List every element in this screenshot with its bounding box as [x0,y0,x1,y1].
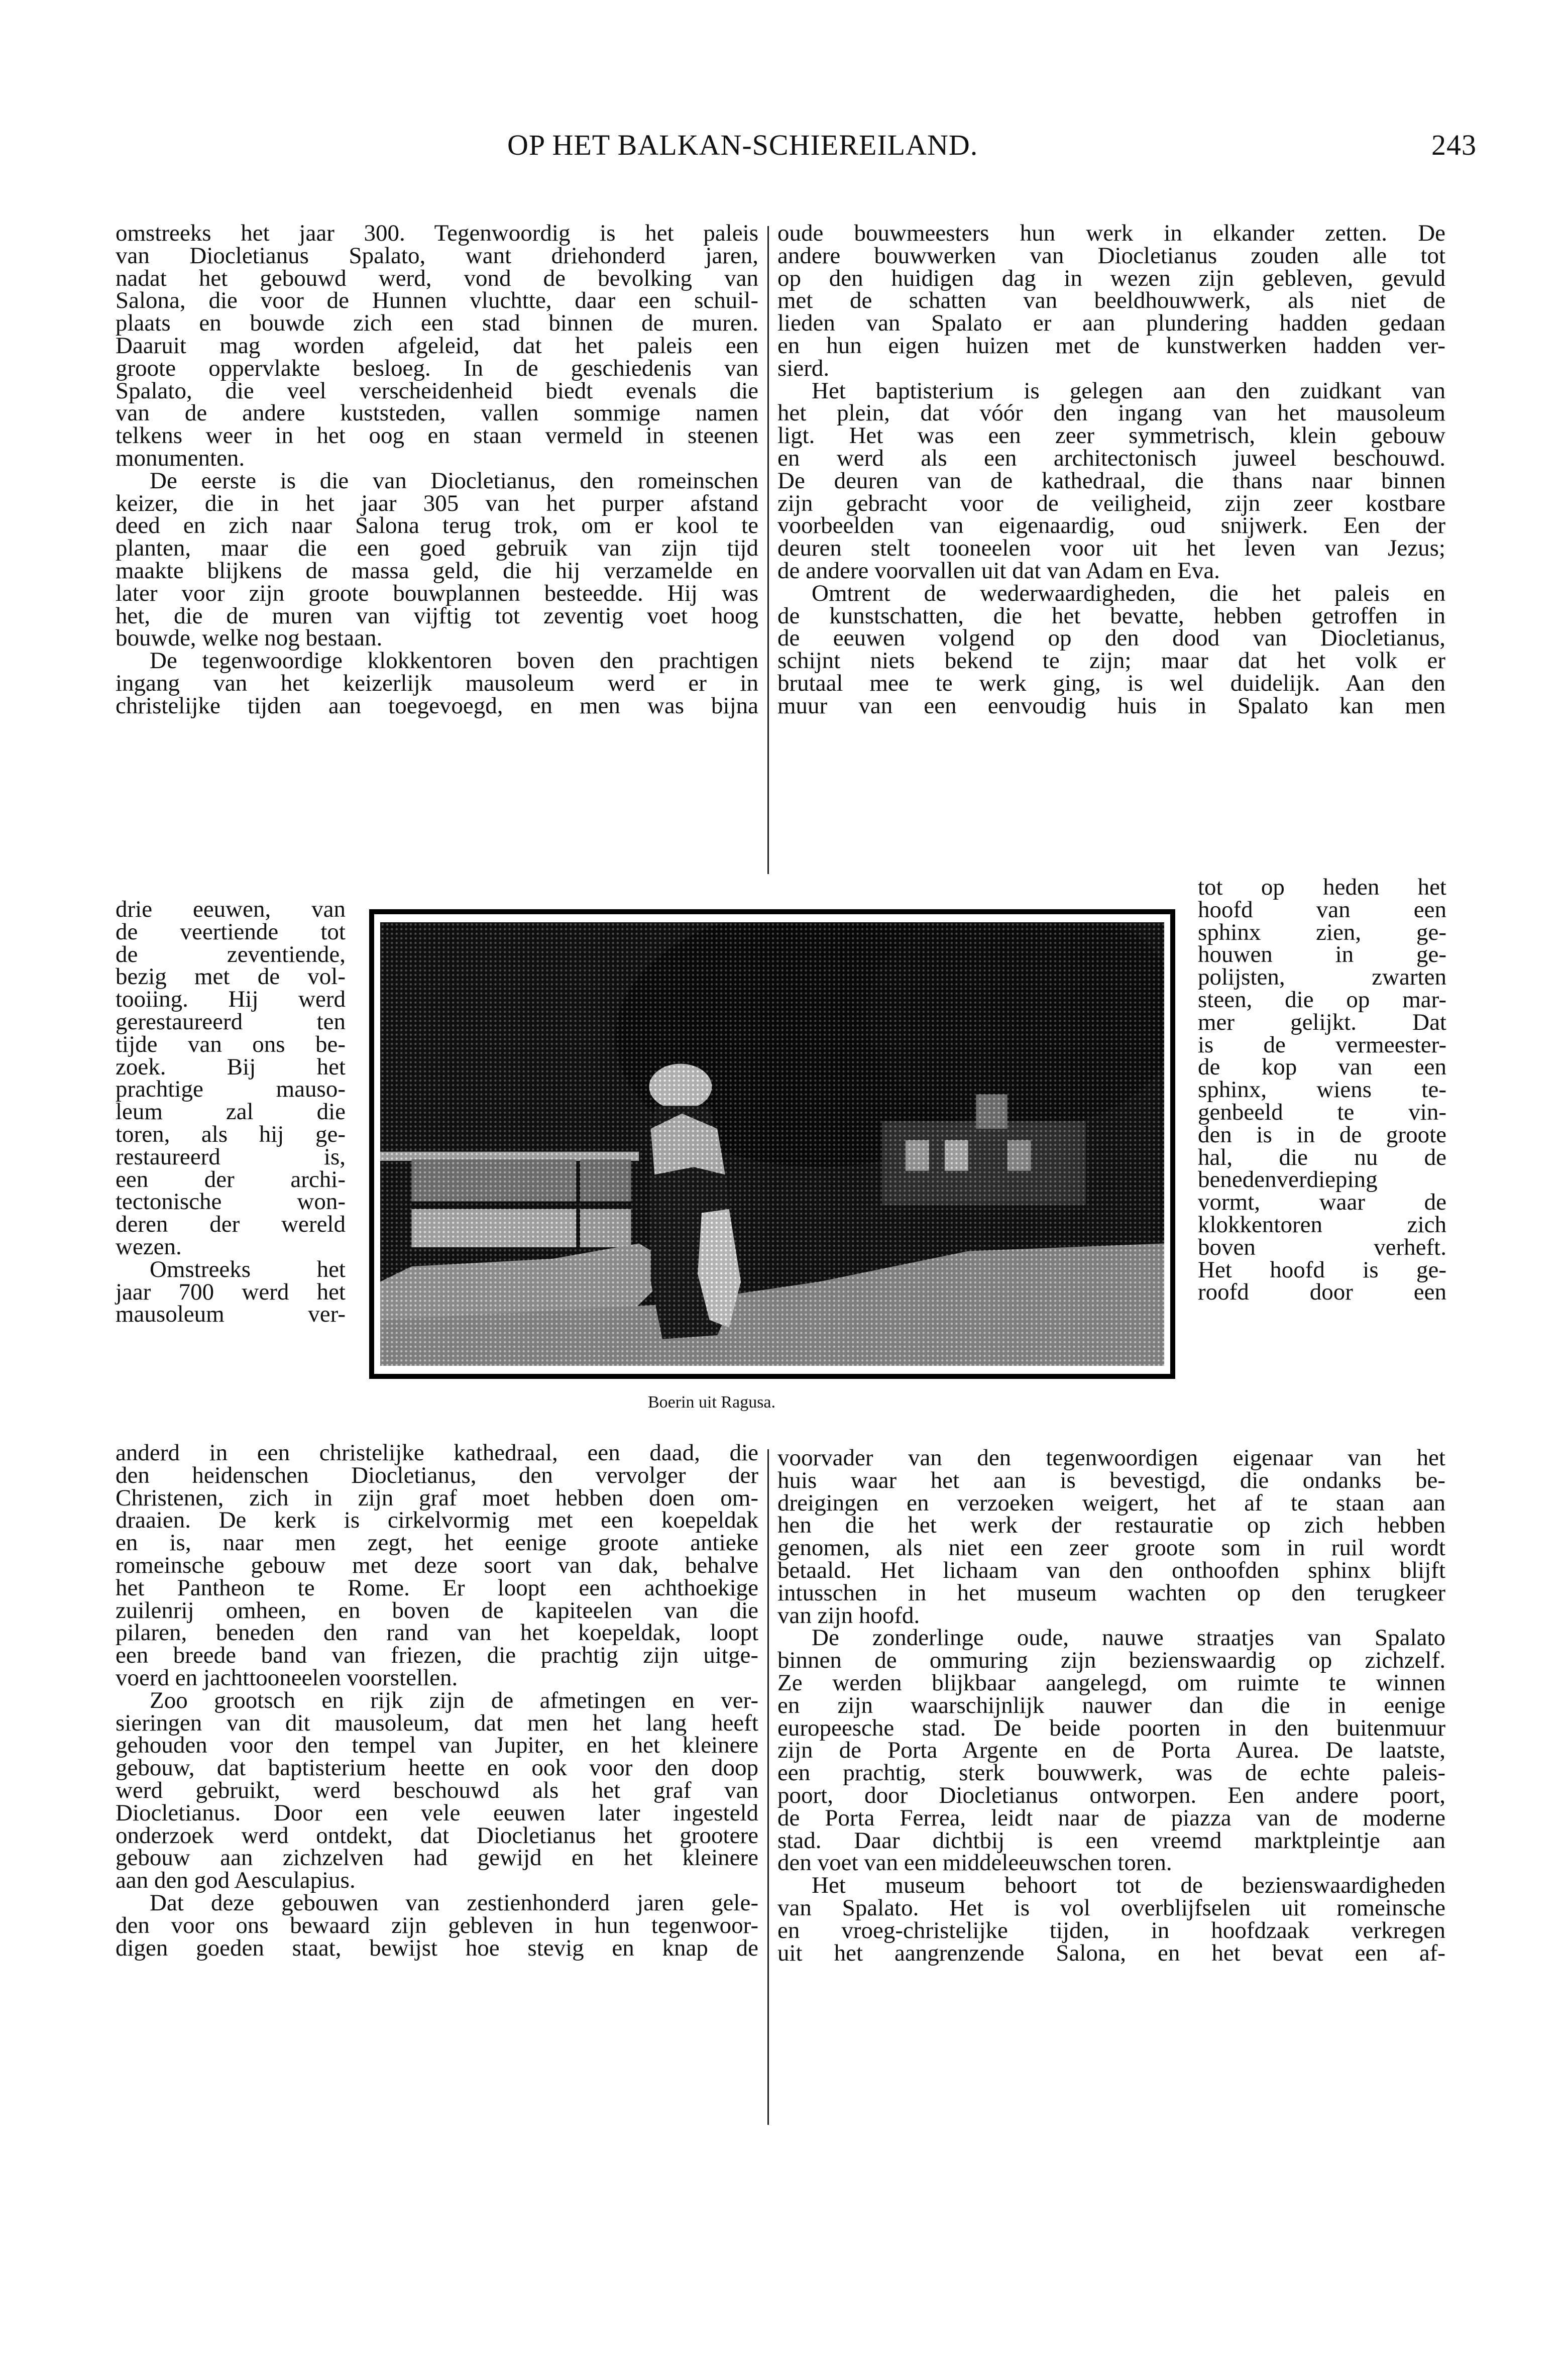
text-line: sierd. [777,355,830,381]
text-line: hoofd van een [1198,896,1446,923]
text-line: telkens weer in het oog en staan vermeld in steenen [116,422,758,449]
text-line: restaureerd is, [116,1143,346,1170]
text-line: schijnt niets bekend te zijn; maar dat het volk er [777,648,1445,674]
text-line: bouwde, welke nog bestaan. [116,625,383,652]
column-divider-bottom [767,1449,769,2125]
text-line: tot op heden het [1198,874,1446,900]
text-line: den voor ons bewaard zijn gebleven in hun tegenwoor- [116,1912,758,1938]
text-line: sieringen van dit mausoleum, dat men het lang heeft [116,1709,758,1736]
text-line: jaar 700 werd het [116,1278,346,1305]
text-line: binnen de ommuring zijn bezienswaardig op zichzelf. [777,1647,1445,1674]
text-line: De zonderlinge oude, nauwe straatjes van Spalato [812,1625,1445,1651]
text-line: draaien. De kerk is cirkelvormig met een koepeldak [116,1507,758,1534]
text-line: Omtrent de wederwaardigheden, die het paleis en [812,580,1445,606]
text-line: uit het aangrenzende Salona, en het bevat een af- [777,1939,1445,1966]
text-line: digen goeden staat, bewijst hoe stevig en knap de [116,1934,758,1961]
text-line: den heidenschen Diocletianus, den vervolger der [116,1462,758,1488]
text-line: zoek. Bij het [116,1053,346,1080]
left-column-wrap-around-figure [116,898,346,1326]
text-line: drie eeuwen, van [116,896,346,922]
text-line: planten, maar die een goed gebruik van zijn tijd [116,535,758,562]
text-line: den is in de groote [1198,1121,1446,1148]
column-divider-top [767,226,769,874]
text-line: boven verheft. [1198,1234,1446,1260]
text-line: huis waar het aan is bevestigd, die ondanks be- [777,1467,1445,1493]
text-line: sphinx, wiens te- [1198,1076,1446,1103]
text-line: en is, naar men zegt, het eenige groote antieke [116,1530,758,1556]
text-line: houwen in ge- [1198,941,1446,968]
text-line: benedenverdieping [1198,1166,1378,1193]
text-line: prachtige mauso- [116,1076,346,1103]
text-line: deuren stelt tooneelen voor uit het leven van Jezus; [777,535,1445,562]
text-line: aan den god Aesculapius. [116,1867,356,1894]
text-line: het plein, dat vóór den ingang van het mausoleum [777,400,1445,426]
text-line: Dat deze gebouwen van zestienhonderd jaren gele- [150,1889,758,1916]
text-line: hal, die nu de [1198,1144,1446,1170]
text-line: Zoo grootsch en rijk zijn de afmetingen en ver- [150,1687,758,1713]
text-line: romeinsche gebouw met deze soort van dak, behalve [116,1552,758,1578]
text-line: Het hoofd is ge- [1198,1256,1446,1283]
text-line: zuilenrij omheen, en boven de kapiteelen van die [116,1597,758,1624]
text-line: De deuren van de kathedraal, die thans naar binnen [777,467,1445,494]
text-line: betaald. Het lichaam van den onthoofden sphinx blijft [777,1557,1445,1583]
text-line: stad. Daar dichtbij is een vreemd marktpleintje aan [777,1827,1445,1854]
text-line: deed en zich naar Salona terug trok, om er kool te [116,512,758,539]
peasant-woman-photo [380,922,1164,1366]
text-line: van de andere kuststeden, vallen sommige namen [116,400,758,426]
text-line: en vroeg-christelijke tijden, in hoofdzaak verkregen [777,1917,1445,1944]
text-line: Christenen, zich in zijn graf moet hebben doen om- [116,1484,758,1511]
text-line: een breede band van friezen, die prachtig zijn uitge- [116,1642,758,1669]
text-line: van zijn hoofd. [777,1602,920,1629]
text-line: een der archi- [116,1166,346,1193]
figure-frame [369,909,1175,1379]
figure-caption: Boerin uit Ragusa. [648,1393,776,1412]
text-line: en werd als een architectonisch juweel beschouwd. [777,445,1445,471]
page-number: 243 [1431,129,1477,161]
text-line: dreigingen en verzoeken weigert, het af te staan aan [777,1489,1445,1516]
text-line: maakte blijkens de massa geld, die hij verzamelde en [116,557,758,584]
text-line: mer gelijkt. Dat [1198,1009,1446,1035]
text-line: De eerste is die van Diocletianus, den romeinschen [150,467,758,494]
right-column-bottom [777,1447,1445,1964]
text-line: gerestaureerd ten [116,1008,346,1035]
text-line: onderzoek werd ontdekt, dat Diocletianus het grootere [116,1822,758,1849]
text-line: Daaruit mag worden afgeleid, dat het paleis een [116,332,758,359]
text-line: de kunstschatten, die het bevatte, hebben getroffen in [777,602,1445,629]
text-line: het, die de muren van vijftig tot zeventig voet hoog [116,602,758,629]
text-line: Spalato, die veel verscheidenheid biedt evenals die [116,377,758,404]
text-line: en zijn waarschijnlijk nauwer dan die in eenige [777,1692,1445,1718]
text-line: genbeeld te vin- [1198,1099,1446,1125]
text-line: nadat het gebouwd werd, vond de bevolking van [116,265,758,291]
text-line: monumenten. [116,445,245,471]
text-line: later voor zijn groote bouwplannen besteedde. Hij was [116,580,758,606]
text-line: Het baptisterium is gelegen aan den zuidkant van [812,377,1445,404]
text-line: oude bouwmeesters hun werk in elkander zetten. De [777,220,1445,246]
text-line: Salona, die voor de Hunnen vluchtte, daar een schuil- [116,287,758,314]
text-line: de eeuwen volgend op den dood van Diocletianus, [777,625,1445,652]
text-line: de kop van een [1198,1054,1446,1081]
text-line: gehouden voor den tempel van Jupiter, en het kleinere [116,1732,758,1759]
left-column-top [116,222,758,717]
text-line: op den huidigen dag in wezen zijn gebleven, gevuld [777,265,1445,291]
text-line: gebouw aan zichzelven had gewijd en het kleinere [116,1845,758,1871]
text-line: de Porta Ferrea, leidt naar de piazza van de moderne [777,1804,1445,1831]
text-line: roofd door een [1198,1279,1446,1306]
text-line: werd gebruikt, werd beschouwd als het graf van [116,1777,758,1803]
running-title: OP HET BALKAN-SCHIEREILAND. [507,129,978,161]
text-line: polijsten, zwarten [1198,964,1446,991]
text-line: muur van een eenvoudig huis in Spalato kan men [777,692,1445,719]
text-line: anderd in een christelijke kathedraal, een daad, die [116,1440,758,1466]
text-line: is de vermeester- [1198,1031,1446,1058]
text-line: toren, als hij ge- [116,1121,346,1147]
text-line: ligt. Het was een zeer symmetrisch, klein gebouw [777,422,1445,449]
text-line: van Spalato. Het is vol overblijfselen uit romeinsche [777,1894,1445,1921]
text-line: Diocletianus. Door een vele eeuwen later ingesteld [116,1799,758,1826]
text-line: hen die het werk der restauratie op zich hebben [777,1512,1445,1539]
text-line: met de schatten van beeldhouwwerk, als niet de [777,287,1445,314]
text-line: deren der wereld [116,1211,346,1238]
text-line: pilaren, beneden den rand van het koepeldak, loopt [116,1620,758,1646]
text-line: tijde van ons be- [116,1031,346,1057]
text-line: Het museum behoort tot de bezienswaardigheden [812,1872,1445,1899]
text-line: genomen, als niet een zeer groote som in ruil wordt [777,1535,1445,1561]
right-column-wrap-around-figure [1198,876,1446,1304]
text-line: christelijke tijden aan toegevoegd, en men was bijna [116,692,758,719]
text-line: van Diocletianus Spalato, want driehonderd jaren, [116,242,758,269]
text-line: brutaal mee te werk ging, is wel duidelijk. Aan den [777,670,1445,696]
text-line: zijn de Porta Argente en de Porta Aurea. De laatste, [777,1737,1445,1764]
text-line: wezen. [116,1233,182,1260]
text-line: andere bouwwerken van Diocletianus zouden alle tot [777,242,1445,269]
text-line: omstreeks het jaar 300. Tegenwoordig is het paleis [116,220,758,246]
text-line: europeesche stad. De beide poorten in den buitenmuur [777,1714,1445,1741]
left-column-bottom [116,1442,758,1959]
text-line: het Pantheon te Rome. Er loopt een achthoekige [116,1574,758,1601]
text-line: zijn gebracht voor de veiligheid, zijn zeer kostbare [777,490,1445,516]
text-line: leum zal die [116,1099,346,1125]
text-line: intusschen in het museum wachten op den terugkeer [777,1579,1445,1606]
text-line: sphinx zien, ge- [1198,919,1446,945]
text-line: bezig met de vol- [116,963,346,990]
text-line: voorvader van den tegenwoordigen eigenaar van het [777,1445,1445,1471]
text-line: voorbeelden van eigenaardig, oud snijwerk. Een der [777,512,1445,539]
text-line: poort, door Diocletianus ontworpen. Een andere poort, [777,1782,1445,1808]
text-line: klokkentoren zich [1198,1211,1446,1238]
text-line: voerd en jachttooneelen voorstellen. [116,1664,458,1691]
text-line: Ze werden blijkbaar aangelegd, om ruimte te winnen [777,1669,1445,1696]
text-line: een prachtig, sterk bouwwerk, was de echte paleis- [777,1760,1445,1786]
text-line: plaats en bouwde zich een stad binnen de muren. [116,310,758,337]
text-line: groote oppervlakte besloeg. In de geschiedenis van [116,355,758,381]
text-line: keizer, die in het jaar 305 van het purper afstand [116,490,758,516]
text-line: steen, die op mar- [1198,986,1446,1013]
text-line: De tegenwoordige klokkentoren boven den prachtigen [150,648,758,674]
text-line: en hun eigen huizen met de kunstwerken hadden ver- [777,332,1445,359]
text-line: de zeventiende, [116,941,346,967]
text-line: Omstreeks het [150,1256,346,1282]
text-line: mausoleum ver- [116,1301,346,1328]
figure-photograph [380,922,1164,1366]
text-line: tooiing. Hij werd [116,986,346,1013]
right-column-top [777,222,1445,717]
text-line: ingang van het keizerlijk mausoleum werd er in [116,670,758,696]
text-line: gebouw, dat baptisterium heette en ook voor den doop [116,1755,758,1781]
text-line: tectonische won- [116,1189,346,1215]
text-line: den voet van een middeleeuwschen toren. [777,1850,1172,1876]
text-line: de andere voorvallen uit dat van Adam en Eva. [777,557,1220,584]
text-line: de veertiende tot [116,918,346,945]
text-line: lieden van Spalato er aan plundering hadden gedaan [777,310,1445,337]
text-line: vormt, waar de [1198,1189,1446,1216]
